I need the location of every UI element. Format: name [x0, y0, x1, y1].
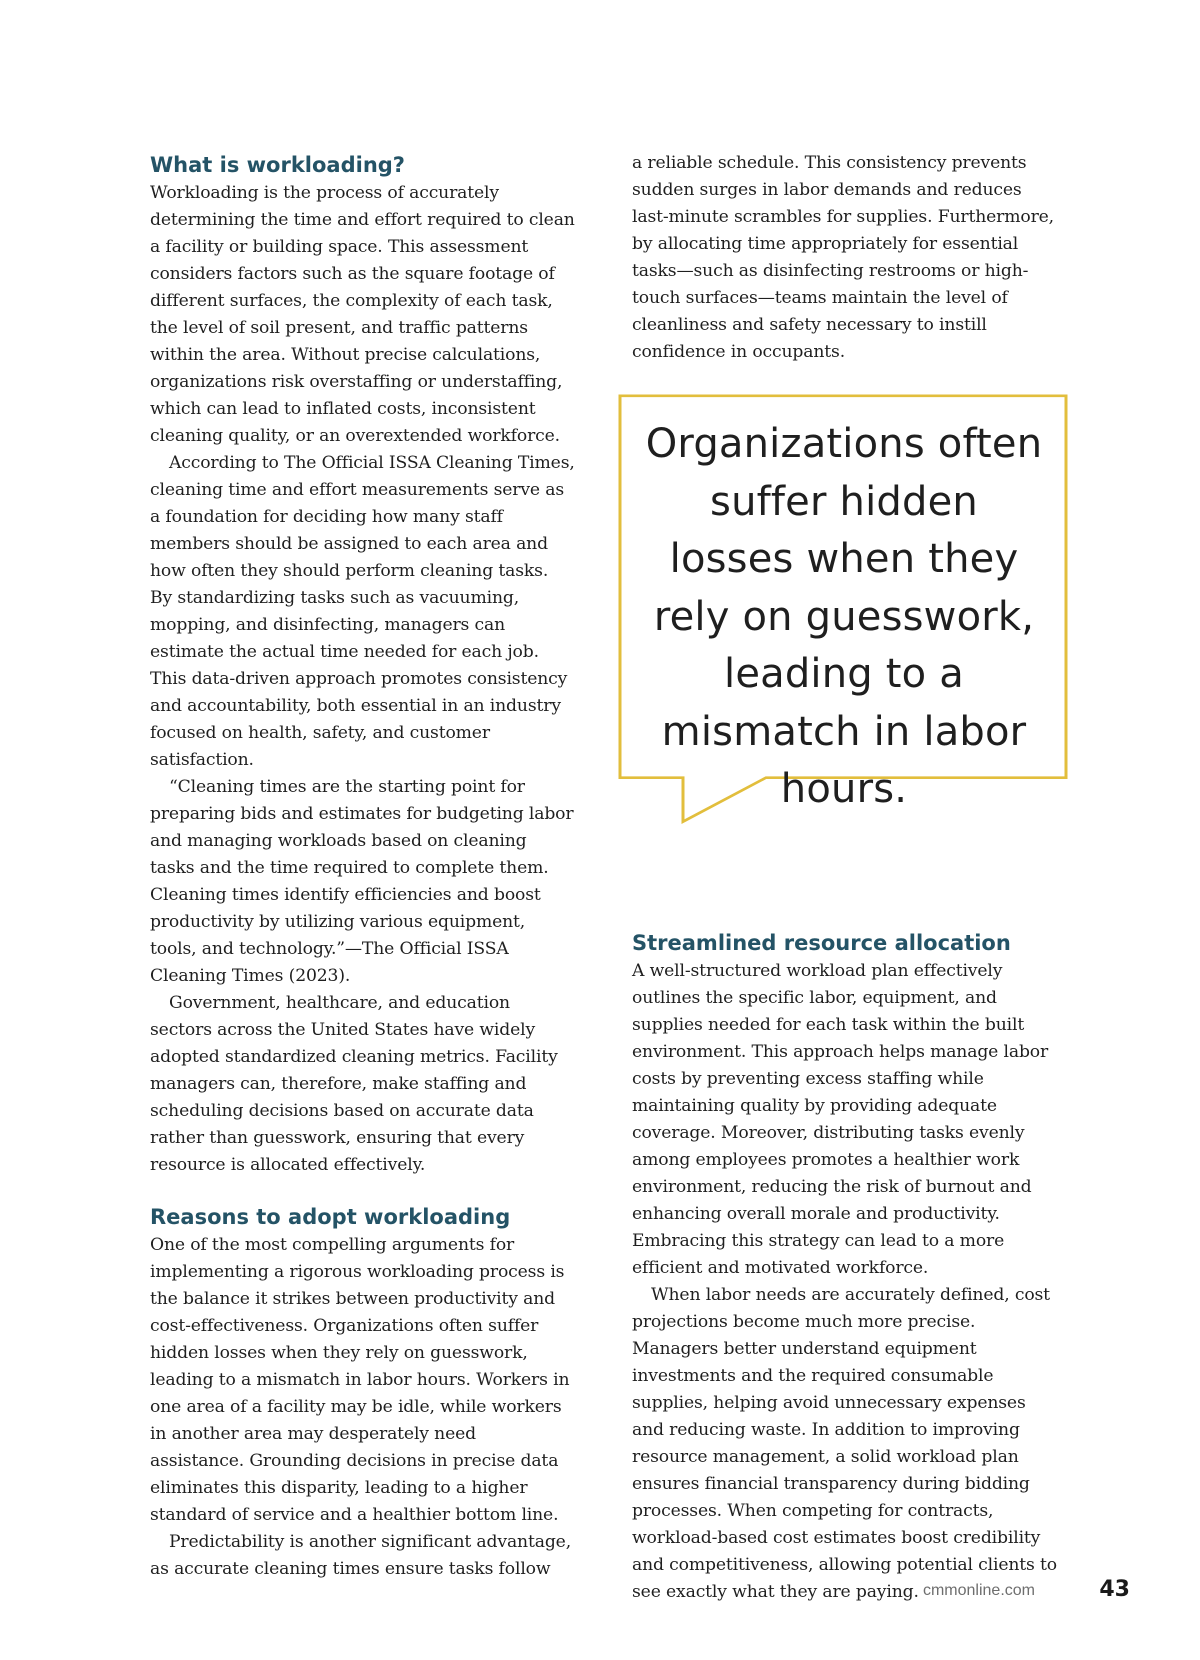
paragraph: a reliable schedule. This consistency prevents sudden surges in labor demands and reduces last-minute scrambles for supplies. Furthermore, by allocating time appropriately for essential tasks—such as disinfecting restrooms or high-touch surfaces—teams maintain the level of cleanliness and safety necessary to instill confidence in occupants. — [632, 153, 1054, 362]
section-heading-streamlined-resource-allocation: Streamlined resource allocation — [632, 931, 1011, 955]
paragraph: When labor needs are accurately defined, cost projections become much more precise. Managers better understand equipment investments and the required consumable supplies, helping avoid unnecessary expenses and reducing waste. In addition to improving resource management, a solid workload plan ensures financial transparency during bidding processes. When competing for contracts, workload-based cost estimates boost credibility and competitiveness, allowing potential clients to see exactly what they are paying. — [632, 1285, 1057, 1602]
paragraph: Predictability is another significant advantage, as accurate cleaning times ensure tasks follow — [150, 1532, 572, 1579]
paragraph: According to The Official ISSA Cleaning Times, cleaning time and effort measurements serve as a foundation for deciding how many staff members should be assigned to each area and how often they should perform cleaning tasks. By standardizing tasks such as vacuuming, mopping, and disinfecting, managers can estimate the actual time needed for each job. This data-driven approach promotes consistency and accountability, both essential in an industry focused on health, safety, and customer satisfaction. — [150, 453, 575, 770]
paragraph: Workloading is the process of accurately determining the time and effort required to clean a facility or building space. This assessment considers factors such as the square footage of different surfaces, the complexity of each task, the level of soil present, and traffic patterns within the area. Without precise calculations, organizations risk overstaffing or understaffing, which can lead to inflated costs, inconsistent cleaning quality, or an overextended workforce. — [150, 183, 575, 446]
paragraph: Government, healthcare, and education sectors across the United States have widely adopted standardized cleaning metrics. Facility managers can, therefore, make staffing and scheduling decisions based on accurate data rather than guesswork, ensuring that every resource is allocated effectively. — [150, 993, 558, 1175]
page-number: 43 — [1099, 1577, 1130, 1602]
section-body — [632, 958, 1057, 1606]
pull-quote-text: Organizations often suffer hidden losses when they rely on guesswork, leading to a mismatch in labor hours. — [645, 421, 1043, 812]
section-heading-what-is-workloading: What is workloading? — [150, 153, 405, 177]
pull-quote — [618, 394, 1070, 834]
quote-paragraph: “Cleaning times are the starting point for preparing bids and estimates for budgeting labor and managing workloads based on cleaning tasks and the time required to complete them. Cleaning times identify efficiencies and boost productivity by utilizing various equipment, tools, and technology.”—The Official ISSA Cleaning Times (2023). — [150, 777, 574, 986]
paragraph: A well-structured workload plan effectively outlines the specific labor, equipment, and supplies needed for each task within the built environment. This approach helps manage labor costs by preventing excess staffing while maintaining quality by providing adequate coverage. Moreover, distributing tasks evenly among employees promotes a healthier work environment, reducing the risk of burnout and enhancing overall morale and productivity. Embracing this strategy can lead to a more efficient and motivated workforce. — [632, 961, 1049, 1278]
paragraph: One of the most compelling arguments for implementing a rigorous workloading process is the balance it strikes between productivity and cost-effectiveness. Organizations often suffer hidden losses when they rely on guesswork, leading to a mismatch in labor hours. Workers in one area of a facility may be idle, while workers in another area may desperately need assistance. Grounding decisions in precise data eliminates this disparity, leading to a higher standard of service and a healthier bottom line. — [150, 1235, 570, 1525]
section-heading-reasons-to-adopt: Reasons to adopt workloading — [150, 1205, 511, 1229]
left-column — [150, 150, 575, 1583]
footer-website: cmmonline.com — [922, 1582, 1035, 1599]
